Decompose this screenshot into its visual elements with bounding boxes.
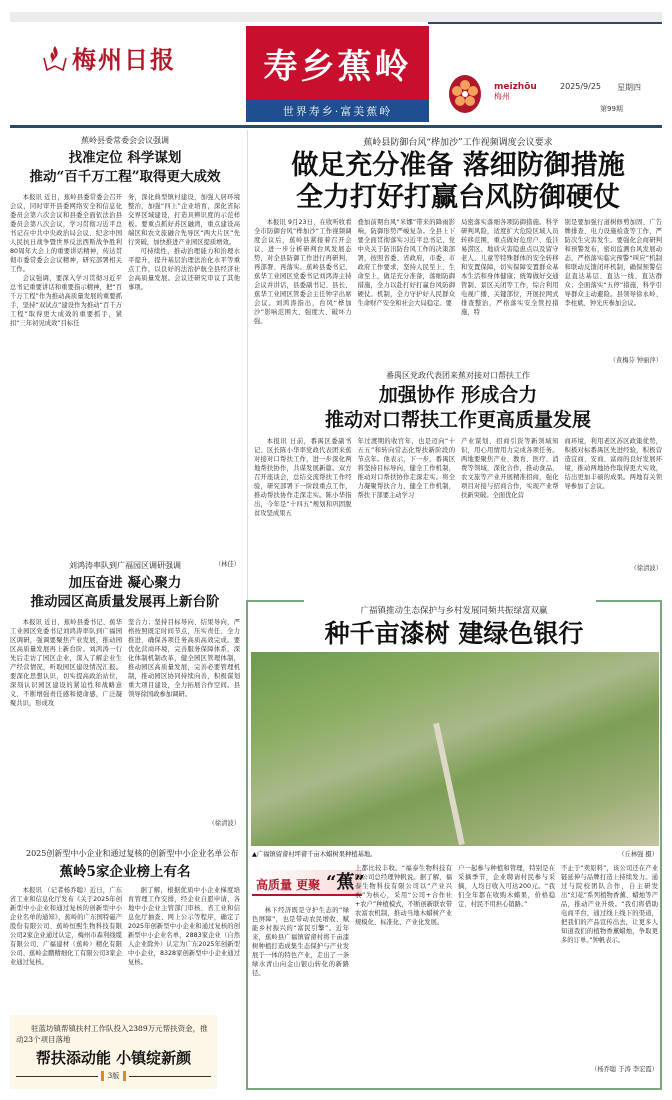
article-typhoon [254, 135, 662, 364]
article-column: 坚合力；坚持目标导向、结果导向，严格按照既定时间节点，压实责任、全力推进，确保各项任务高质高效完成。要优化营商环境，完善服务保障体系，深化体制机制改革，健全园区管理体制，推动园区高质量发展，完善必要管理机制，推动园区协同持续向善，积极谋划重大项目建设，全力拓展合作空间。县领导徐国政参加调研。 [128, 619, 240, 698]
photo-caption: ▲广福镇留畲村坪畲千亩木蜡树果种植基地。 [252, 851, 377, 858]
article-column: 林下经济既是守护生态的“绿色屏障”，也是带动农民增收、赋能乡村振兴的“富民引擎”。近年来，蕉岭县广福镇留畲村将千亩漆树种植打造成集生态保护与产业发展于一体的特色产业，走出了一条绿水青山向金山银山转化的新路径。 [252, 907, 349, 977]
article-byline: （黄梅芬 钟丽萍） [609, 357, 662, 364]
promo-page-ref[interactable]: 3版 [101, 1071, 126, 1081]
masthead-title: 寿乡蕉岭 [246, 26, 429, 100]
article-kicker: 2025创新型中小企业和通过复核的创新型中小企业名单公布 [26, 849, 239, 858]
masthead-slogan: 世界寿乡·富美蕉岭 [246, 100, 429, 122]
photo-caption-row [252, 849, 658, 858]
article-column: 据了解，根据优质中小企业梯度培育管理工作安排，经企业自愿申请、各地中小企业主管部门审核、省工业和信息化厅抽查、网上公示等程序，确定了2025年创新型中小企业和通过复核的创新型中小企业名单，2883家企业（自然人企业除外）认定为广东2025年创新型中小企业，8328家创新型中小企业通过复核。 [128, 887, 240, 966]
section-tag-text: 高质量 更聚 [256, 878, 321, 892]
mountain-plantation-photo [251, 652, 659, 846]
photo-credit: （丘林强 摄） [618, 851, 658, 858]
promo-title: 帮扶添动能 小镇绽新颜 [35, 1049, 192, 1067]
article-title-2: 推动“百千万工程”取得更大成效 [29, 169, 221, 185]
promo-box[interactable] [10, 1015, 217, 1089]
paper-logo [42, 40, 176, 75]
header-blue-rule [10, 125, 662, 128]
flame-book-icon [42, 44, 68, 72]
article-kicker: 番禺区党政代表团来蕉对接对口帮扶工作 [386, 371, 530, 380]
article-column: 上都比较丰收。“福泰生物科技有限公司总经理钟帆说。据了解，福泰生物科技有限公司以“产业兴农”为核心，采用“公司+合作社+农户”种植模式，不断创新联农带农富农机制，推动当地木蜡树产业规模化、标准化、产业化发展。 [355, 865, 452, 926]
article-sme-list [10, 848, 240, 1006]
article-column: 年过渡期的收官年，也是迈向“十五五”和转向常态化帮扶新阶段的节点年。他表示，下一步，番禺区将坚持目标导向，健全工作机制，推动对口帮扶协作走深走实。将全力凝聚帮扶合力，健全工作机制，帮扶干部要主动学习 [357, 438, 455, 499]
article-title: 加强协作 形成合力 [378, 384, 538, 406]
city-brand [494, 82, 537, 102]
promo-rule [129, 1076, 211, 1077]
feature-body [252, 864, 658, 1073]
article-byline: （林佳） [214, 561, 240, 568]
feature-frame-top-right [596, 600, 662, 602]
plum-blossom-icon [448, 74, 482, 114]
issue-number: 第99期 [600, 105, 623, 113]
article-column: 本报讯 近日，蕉岭县委书记、蕉华工业园区党委书记刘鸿涛率队到广福园区调研，强调要聚焦产业发展，推动园区高质量发展再上新台阶。刘鸿涛一行先后走访了园区企业，深入了解企业生产经营情况，听取园区建设情况汇报。要深化思想认识，切实提高政治站位，深刻认识园区建设的紧迫性和战略意义，不断增强责任感和使命感，广泛凝聚共识，形成攻 [10, 619, 122, 707]
top-bar [10, 12, 662, 22]
issue-date: 2025/9/25 [560, 82, 602, 91]
article-column: 本报讯 （记者杨乔聪）近日，广东省工业和信息化厅发布《关于2025年创新型中小企业和通过复核的创新型中小企业名单的通知》，蕉岭的广东国特磁产股份有限公司、蕉岭恒熙生物科技有限公司2家企业通过认定，梅州市森利线缆有限公司、广福建材（蕉岭）精化有限公司、蕉岭金鹏精细化工有限公司3家企业通过复核。 [10, 887, 122, 966]
feature-frame-top-left [246, 600, 304, 602]
article-title: 找准定位 科学谋划 [68, 150, 182, 166]
article-byline: （杨乔聪 于涛 李宏霞） [591, 1066, 658, 1073]
article-title-2: 全力打好打赢台风防御硬仗 [296, 182, 620, 213]
article-byline: （徐清波） [630, 565, 662, 572]
article-column: 务，深化典型镇村建设，加强人居环境整治，加强“四上”企业培育，深化省际交界区域建设，打造具辨识度的示范样板。要重点抓好苏区融湾，重点建设高端区和农文旅融合先导区“两大片区”先行突破，加快推进产业园区提质增效。 可持续性，推动治理能力和治理水平提升，提升基层治理法治化水平等重点工作，以良好的法治护航全县经济社会高质量发展。会议还研究审议了其他事项。 [128, 194, 240, 291]
issue-weekday: 星期四 [617, 83, 641, 92]
article-county-meeting [10, 135, 240, 568]
city-cn: 梅州 [494, 92, 510, 101]
promo-kicker: 驻蓝坊镇帮镇扶村工作队投入2389万元帮扶资金，推动23个项目落地 [16, 1024, 208, 1044]
article-kicker: 广福镇推动生态保护与乡村发展同频共振绿富双赢 [360, 606, 548, 616]
article-title: 做足充分准备 落细防御措施 [291, 150, 625, 181]
masthead [246, 26, 429, 122]
article-column: 户一起参与种植和管理，特别是在采摘季节，企业聘请村民参与采摘，人均日收入可达200元。“我们全年都在收购木蜡果，价格稳定，村民不用担心销路。” [458, 865, 555, 908]
photo-road [433, 723, 465, 846]
city-latin: meizhōu [494, 82, 537, 92]
article-column: 别是要加强行道树修剪加固、广告牌排查、电力设施检查等工作，严防次生灾害发生。要强化会商研判和预警发布，密切监测台风发展动态，严格落实临灾预警“叫应”机制和联动反馈闭环机制，确保预警信息直达基层、直达一线、直达群众；全面落实“五停”措施，科学引导群众主动避险。县领导徐永岭、李柱斌、钟光庆参加会议。 [564, 219, 662, 307]
article-column: 产业谋划、招商引资等新领域知识，用心用情用力完成各项任务。两地要聚焦产业、教育、医疗、消费等领域，深化合作，推动食品、农文旅等产业开展精准招商，强化项目对接与招商合作，实现产业帮扶新突破。全面优化营 [461, 438, 559, 499]
article-column: 叠加前期台风“米娜”带来的降雨影响，防御形势严峻复杂。全县上下要全面贯彻落实习近平总书记、党中央关于防汛防台风工作的决策部署，按照省委、省政府，市委、市政府工作要求，坚持人民至上、生命至上，做足充分准备，落细防御措施，全力以赴打好打赢台风防御硬仗。机制，全力守护好人民群众生命财产安全和社会大局稳定。要 [357, 219, 455, 307]
article-kicker: 刘鸿涛率队到广福园区调研强调 [69, 561, 181, 570]
article-byline: （徐清波） [208, 820, 240, 827]
section-tag-quote: “蕉” [326, 872, 365, 893]
article-column: 本报讯 9月23日，在收听收看全市防御台风“桦加沙”工作视频调度会议后，蕉岭县紧接着召开会议，进一步分析研判台风发展态势，对全县防御工作进行再研判、再部署、再落实。蕉岭县委书记、蕉华工业园区党委书记刘鸿涛主持会议并讲话，县委副书记、县长、蕉华工业园区管委会主任钟宇出席会议。刘鸿涛指出，台风“桦加沙”影响范围大、强度大、破坏力强。 [254, 219, 352, 325]
promo-rule [16, 1076, 98, 1077]
article-panyu [254, 370, 662, 572]
article-column: 局密落实落细各项防御措施。科学研判风险，适度扩大危险区域人员转移范围，重点做好危房户、低洼易涝区、地质灾害隐患点以及留守老人、儿童等特殊群体的安全转移和安置保障，切实保障安置群众基本生活和身体健康；统筹做好交通管制、景区关闭等工作，综合利用电视广播、关键部位，开展拉网式排查整治，严格落实安全管控措施，特 [461, 219, 559, 316]
article-title: 种千亩漆树 建绿色银行 [324, 619, 584, 648]
article-kicker: 蕉岭县防御台风“桦加沙”工作视频调度会议要求 [363, 138, 553, 148]
article-lacquer-trees [254, 604, 654, 650]
article-column: 商环境，利用老区苏区政策优势，积极对标番禺区先进经验，积极营造宜商、安商、富商的良好发展环境，推动两地协作取得更大实效，结出更加丰硕的成果。两地有关领导参加了会议。 [564, 438, 662, 490]
article-title-2: 推动对口帮扶工作更高质量发展 [324, 409, 591, 431]
article-title: 蕉岭5家企业榜上有名 [59, 864, 191, 880]
header-rule [428, 22, 662, 24]
article-title: 加压奋进 凝心聚力 [68, 575, 182, 591]
article-guangfu-park [10, 560, 240, 827]
article-kicker: 蕉岭县委常委会会议强调 [81, 136, 169, 145]
article-title-2: 推动园区高质量发展再上新台阶 [30, 594, 220, 610]
article-column: 不止于“卖原料”，该公司还在产业链延伸与品牌打造上持续发力。通过与院校团队合作，自主研发出“幻花”系列植物香薰、蜡烛等产品，推动产业升级。“我们将借助电商平台，通过线上线下的渠道，把我们的产品宣传出去，让更多人知道我们的植物香薰蜡烛，争取更多的订单。”钟帆表示。 [561, 865, 658, 944]
article-column: 本报讯 日前，番禺区委副书记、区长陈小华率党政代表团来蕉对接对口帮扶工作，进一步深化两地帮扶协作，共谋发展新篇。双方召开座谈会，总结交流帮扶工作经验，研究部署下一阶段重点工作，推动帮扶协作走深走实。陈小华指出，今年是“十四五”规划和巩固脱贫攻坚成果五 [254, 438, 352, 517]
article-column: 本报讯 近日，蕉岭县委常委会召开会议，同时审开县委网络安全和信息化委员会第六次会议和县委全面依法治县委员会第八次会议，学习贯彻习近平总书记在中共中央政治局会议、纪念中国人民抗日战争暨世界反法西斯战争胜利80周年大会上的重要讲话精神，传达贯彻市委常委会会议精神，研究部署相关工作。 会议强调，要深入学习贯彻习近平总书记重要讲话和重要指示精神，把“百千万工程”作为推动高质量发展的重要抓手，坚持“双试点”建设作为推动“百千万工程”取得更大成效的重要抓手，紧扣“三年初见成效”目标任 [10, 194, 122, 327]
paper-name: 梅州日报 [72, 45, 176, 74]
